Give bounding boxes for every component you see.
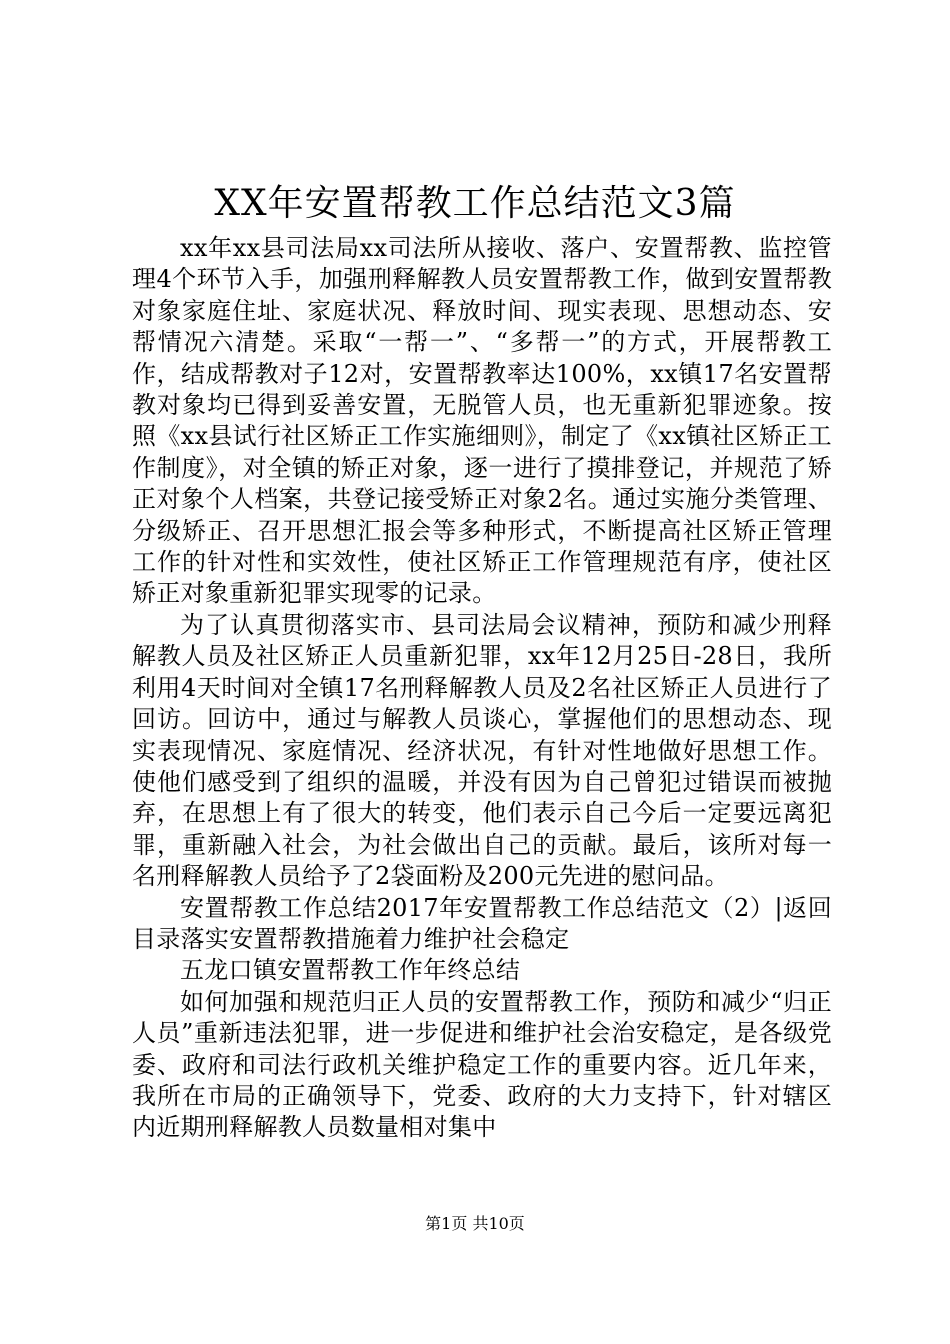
paragraph-3-link-line: 安置帮教工作总结2017年安置帮教工作总结范文（2）|返回目录落实安置帮教措施着力维护社会稳定 [132,893,832,953]
document-body [132,233,832,1144]
paragraph-5: 如何加强和规范归正人员的安置帮教工作，预防和减少“归正人员”重新违法犯罪，进一步促进和维护社会治安稳定，是各级党委、政府和司法行政机关维护稳定工作的重要内容。近几年来，我所在市局的正确领导下，党委、政府的大力支持下，针对辖区内近期刑释解教人员数量相对集中 [132,987,832,1142]
page-footer: 第1页 共10页 [425,1214,525,1233]
document-title: XX年安置帮教工作总结范文3篇 [214,183,736,224]
paragraph-4-subheading: 五龙口镇安置帮教工作年终总结 [180,956,521,985]
paragraph-2: 为了认真贯彻落实市、县司法局会议精神，预防和减少刑释解教人员及社区矫正人员重新犯罪，xx年12月25日-28日，我所利用4天时间对全镇17名刑释解教人员及2名社区矫正人员进行了回访。回访中，通过与解教人员谈心，掌握他们的思想动态、现实表现情况、家庭情况、经济状况，有针对性地做好思想工作。使他们感受到了组织的温暖，并没有因为自己曾犯过错误而被抛弃，在思想上有了很大的转变，他们表示自己今后一定要远离犯罪，重新融入社会，为社会做出自己的贡献。最后，该所对每一名刑释解教人员给予了2袋面粉及200元先进的慰问品。 [132,610,832,891]
paragraph-1: xx年xx县司法局xx司法所从接收、落户、安置帮教、监控管理4个环节入手，加强刑释解教人员安置帮教工作，做到安置帮教对象家庭住址、家庭状况、释放时间、现实表现、思想动态、安帮情况六清楚。采取“一帮一”、“多帮一”的方式，开展帮教工作，结成帮教对子12对，安置帮教率达100%，xx镇17名安置帮教对象均已得到妥善安置，无脱管人员，也无重新犯罪迹象。按照《xx县试行社区矫正工作实施细则》，制定了《xx镇社区矫正工作制度》，对全镇的矫正对象，逐一进行了摸排登记，并规范了矫正对象个人档案，共登记接受矫正对象2名。通过实施分类管理、分级矫正、召开思想汇报会等多种形式，不断提高社区矫正管理工作的针对性和实效性，使社区矫正工作管理规范有序，使社区矫正对象重新犯罪实现零的记录。 [132,234,832,608]
